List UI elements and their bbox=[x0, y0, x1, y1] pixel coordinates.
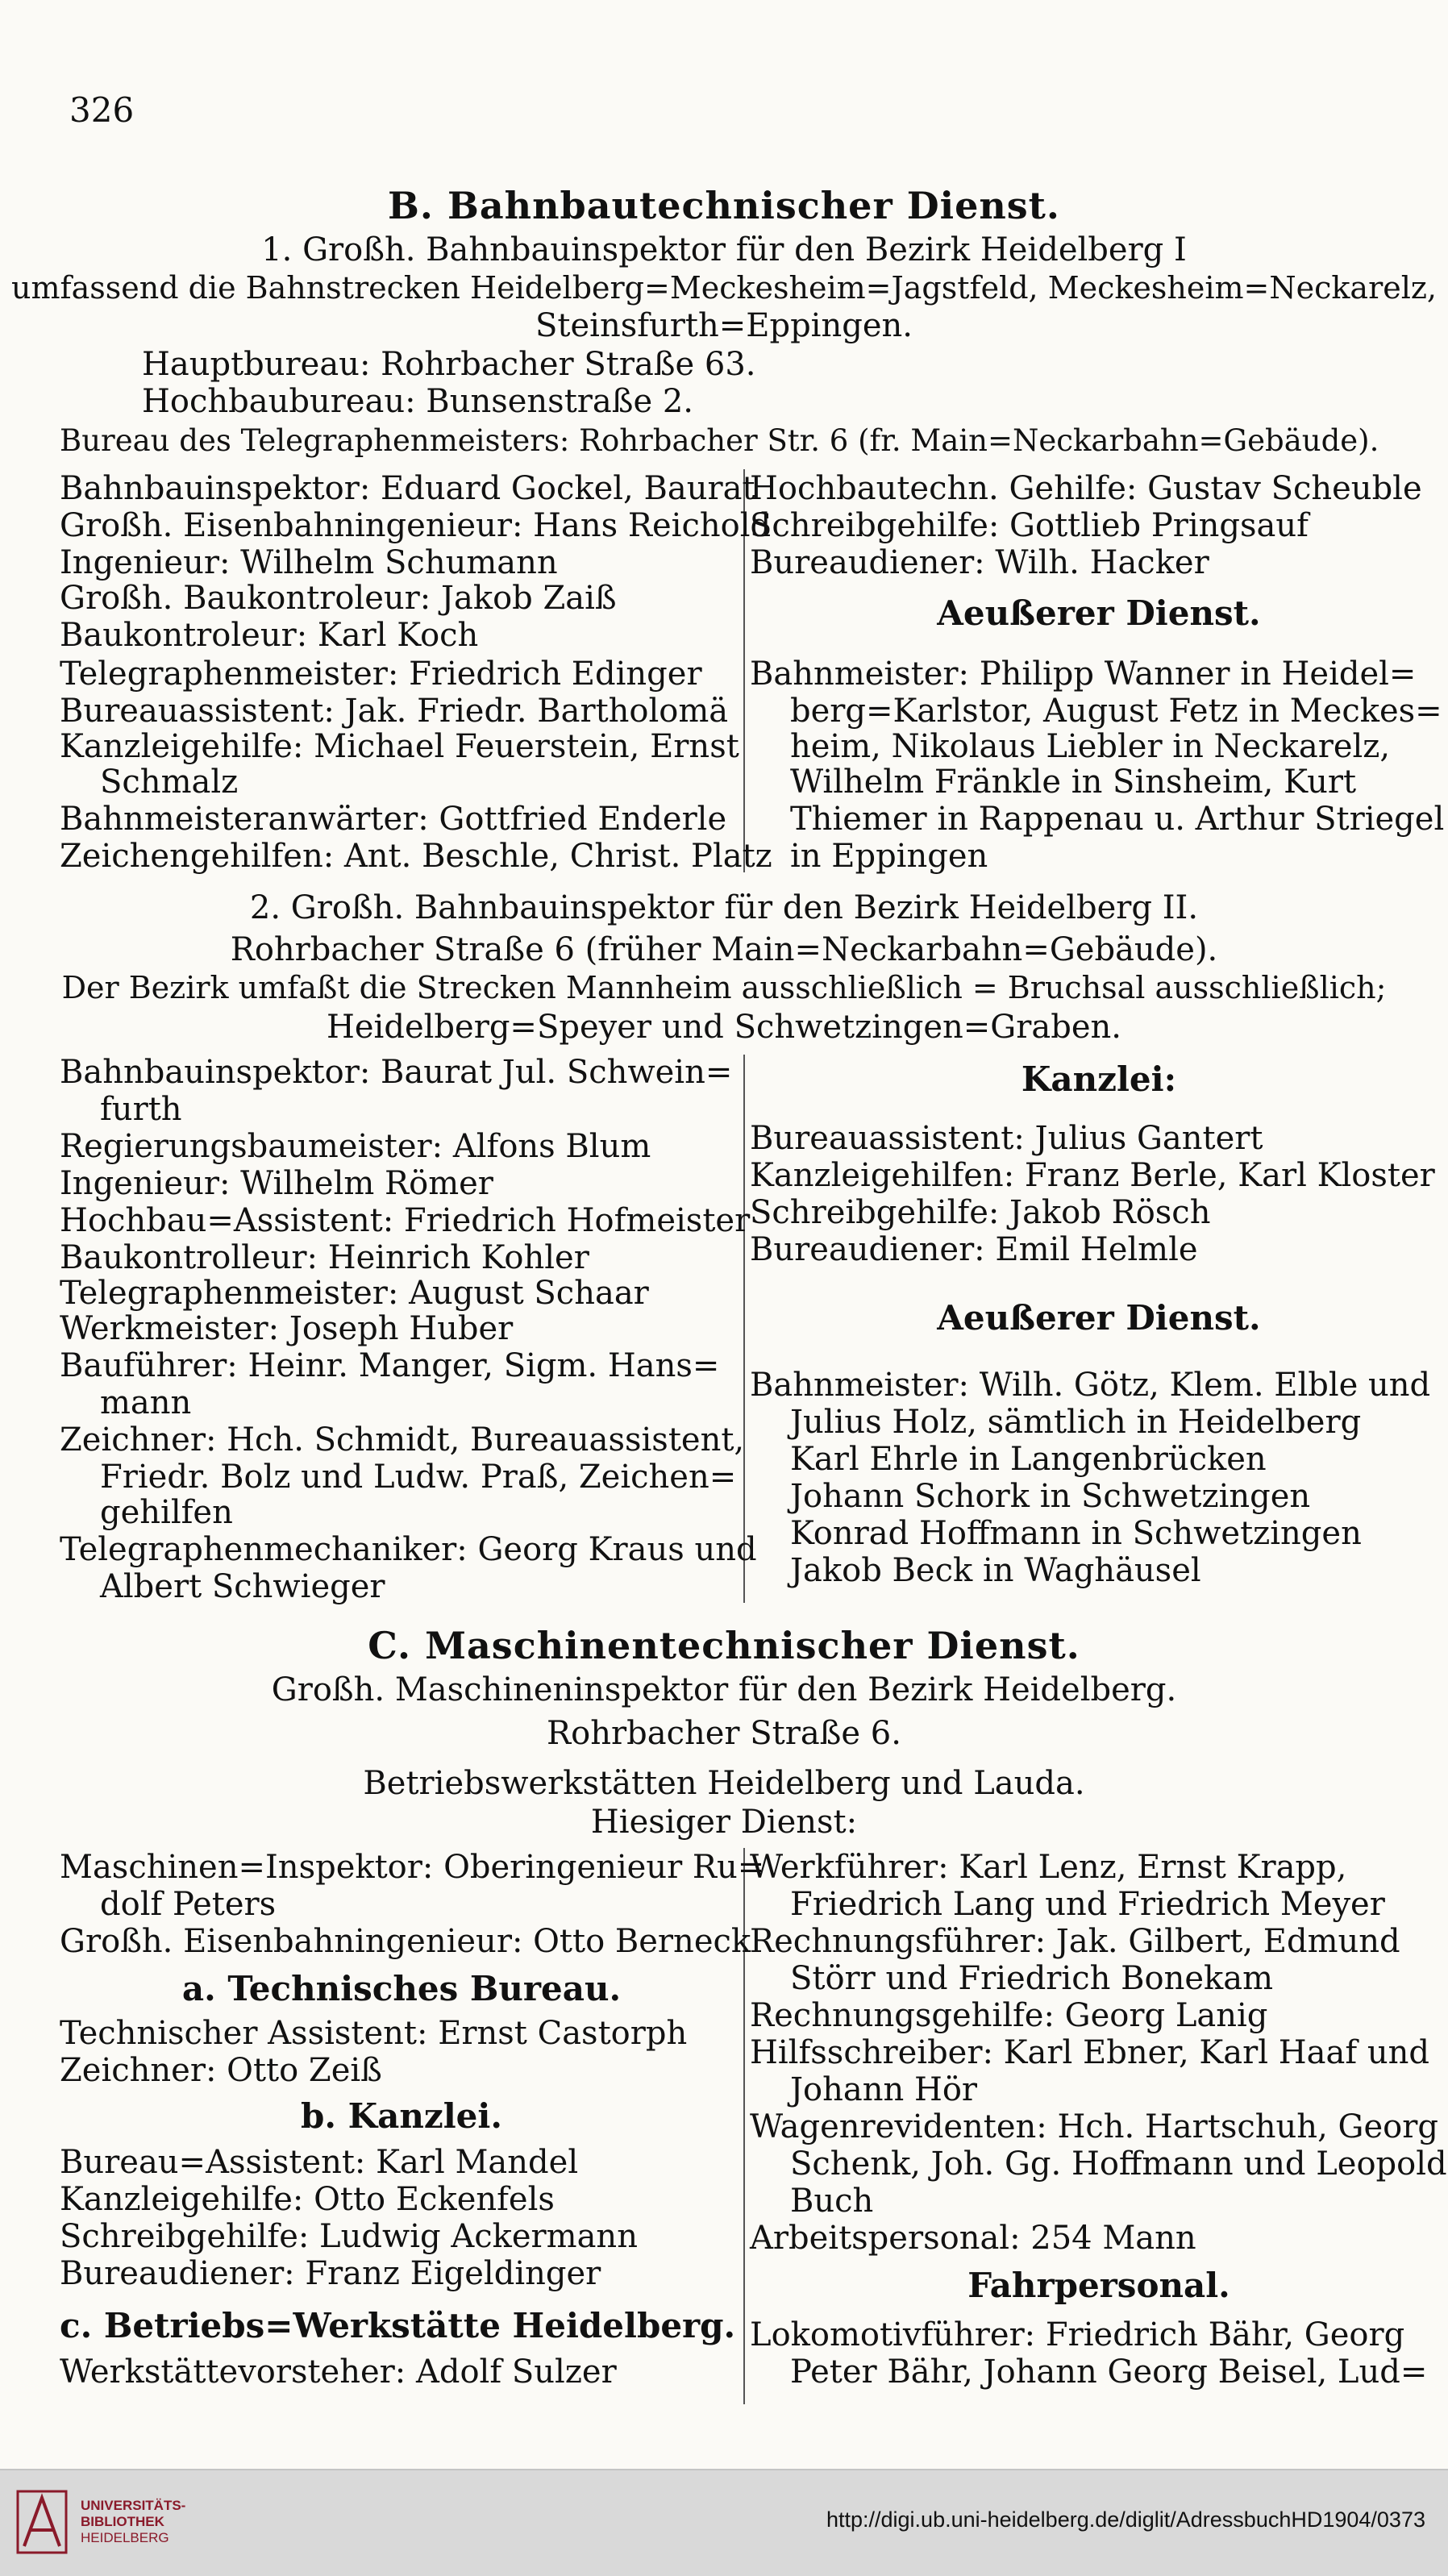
section-c-werkstaetten: Betriebswerkstätten Heidelberg und Lauda. bbox=[363, 1765, 1085, 1802]
section-b-sub1: 1. Großh. Bahnbauinspektor für den Bezirk Heidelberg I bbox=[261, 231, 1187, 268]
list-item: Wilhelm Fränkle in Sinsheim, Kurt bbox=[790, 764, 1357, 801]
list-item: dolf Peters bbox=[100, 1886, 277, 1923]
list-item: Bahnbauinspektor: Baurat Jul. Schwein= bbox=[60, 1054, 733, 1091]
logo-line: BIBLIOTHEK bbox=[81, 2514, 164, 2529]
list-item: Schmalz bbox=[100, 764, 239, 801]
list-item: Technischer Assistent: Ernst Castorph bbox=[60, 2015, 688, 2052]
list-item: Regierungsbaumeister: Alfons Blum bbox=[60, 1128, 651, 1165]
list-item: mann bbox=[100, 1384, 192, 1421]
list-item: Schreibgehilfe: Jakob Rösch bbox=[750, 1194, 1211, 1231]
list-item: Hochbautechn. Gehilfe: Gustav Scheuble bbox=[750, 470, 1422, 507]
list-item: Friedrich Lang und Friedrich Meyer bbox=[790, 1886, 1385, 1923]
list-item: Bahnmeister: Philipp Wanner in Heidel= bbox=[750, 655, 1417, 693]
column-divider bbox=[743, 1055, 745, 1603]
technisches-bureau-heading: a. Technisches Bureau. bbox=[181, 1969, 622, 2008]
list-item: Maschinen=Inspektor: Oberingenieur Ru= bbox=[60, 1849, 765, 1886]
list-item: Rechnungsführer: Jak. Gilbert, Edmund bbox=[750, 1923, 1400, 1960]
university-seal-icon bbox=[16, 2490, 68, 2554]
betriebs-werkstaette-heading: c. Betriebs=Werkstätte Heidelberg. bbox=[60, 2306, 736, 2345]
section-b-sub2: 2. Großh. Bahnbauinspektor für den Bezirk Heidelberg II. bbox=[249, 889, 1199, 926]
list-item: Buch bbox=[790, 2183, 874, 2220]
aeusserer-dienst-heading: Aeußerer Dienst. bbox=[937, 593, 1261, 633]
kanzlei-heading: Kanzlei: bbox=[1021, 1059, 1177, 1099]
list-item: furth bbox=[100, 1091, 182, 1128]
list-item: Konrad Hoffmann in Schwetzingen bbox=[790, 1515, 1362, 1552]
section-b-sub2-area1: Der Bezirk umfaßt die Strecken Mannheim ausschließlich = Bruchsal ausschließlich; bbox=[61, 970, 1387, 1005]
list-item: Großh. Eisenbahningenieur: Otto Berneck bbox=[60, 1923, 751, 1960]
list-item: Albert Schwieger bbox=[100, 1568, 385, 1605]
list-item: Baukontroleur: Karl Koch bbox=[60, 617, 479, 654]
list-item: Bureauassistent: Julius Gantert bbox=[750, 1120, 1263, 1157]
list-item: Werkmeister: Joseph Huber bbox=[60, 1310, 514, 1347]
list-item: Johann Hör bbox=[790, 2071, 978, 2108]
library-logo[interactable] bbox=[81, 2498, 185, 2546]
section-c-addr: Rohrbacher Straße 6. bbox=[547, 1715, 901, 1752]
section-c-hiesiger: Hiesiger Dienst: bbox=[590, 1804, 858, 1841]
list-item: berg=Karlstor, August Fetz in Meckes= bbox=[790, 693, 1442, 730]
list-item: heim, Nikolaus Liebler in Neckarelz, bbox=[790, 728, 1391, 765]
list-item: Kanzleigehilfen: Franz Berle, Karl Kloster bbox=[750, 1157, 1435, 1194]
list-item: Hochbau=Assistent: Friedrich Hofmeister bbox=[60, 1202, 751, 1239]
list-item: Bureau=Assistent: Karl Mandel bbox=[60, 2144, 579, 2181]
list-item: Bahnmeisteranwärter: Gottfried Enderle bbox=[60, 801, 727, 838]
list-item: gehilfen bbox=[100, 1494, 233, 1531]
hochbaubureau: Hochbaubureau: Bunsenstraße 2. bbox=[142, 383, 694, 420]
section-b-area-line2: Steinsfurth=Eppingen. bbox=[535, 307, 913, 344]
list-item: Zeichengehilfen: Ant. Beschle, Christ. Platz bbox=[60, 838, 772, 875]
list-item: Ingenieur: Wilhelm Schumann bbox=[60, 544, 558, 581]
list-item: Bahnbauinspektor: Eduard Gockel, Baurat bbox=[60, 470, 755, 507]
list-item: Kanzleigehilfe: Otto Eckenfels bbox=[60, 2181, 555, 2218]
list-item: Baukontrolleur: Heinrich Kohler bbox=[60, 1239, 589, 1276]
list-item: Bahnmeister: Wilh. Götz, Klem. Elble und bbox=[750, 1367, 1431, 1404]
list-item: Schreibgehilfe: Gottlieb Pringsauf bbox=[750, 507, 1309, 544]
list-item: Bureaudiener: Wilh. Hacker bbox=[750, 544, 1209, 581]
list-item: Schreibgehilfe: Ludwig Ackermann bbox=[60, 2218, 638, 2255]
fahrpersonal-heading: Fahrpersonal. bbox=[967, 2266, 1230, 2305]
aeusserer-dienst-heading: Aeußerer Dienst. bbox=[937, 1298, 1261, 1338]
list-item: Werkstättevorsteher: Adolf Sulzer bbox=[60, 2353, 617, 2391]
list-item: Ingenieur: Wilhelm Römer bbox=[60, 1165, 493, 1202]
list-item: Friedr. Bolz und Ludw. Praß, Zeichen= bbox=[100, 1459, 737, 1496]
viewer-footer-bar bbox=[0, 2469, 1448, 2576]
list-item: Wagenrevidenten: Hch. Hartschuh, Georg bbox=[750, 2108, 1438, 2145]
list-item: Lokomotivführer: Friedrich Bähr, Georg bbox=[750, 2316, 1405, 2353]
list-item: Werkführer: Karl Lenz, Ernst Krapp, bbox=[750, 1849, 1347, 1886]
section-c-sub: Großh. Maschineninspektor für den Bezirk Heidelberg. bbox=[271, 1671, 1177, 1708]
list-item: in Eppingen bbox=[790, 838, 988, 875]
list-item: Rechnungsgehilfe: Georg Lanig bbox=[750, 1997, 1268, 2034]
list-item: Thiemer in Rappenau u. Arthur Striegel bbox=[790, 801, 1445, 838]
list-item: Bureaudiener: Emil Helmle bbox=[750, 1231, 1198, 1268]
kanzlei-heading: b. Kanzlei. bbox=[301, 2096, 502, 2136]
list-item: Julius Holz, sämtlich in Heidelberg bbox=[790, 1404, 1362, 1441]
logo-line: HEIDELBERG bbox=[81, 2530, 169, 2545]
list-item: Kanzleigehilfe: Michael Feuerstein, Ernst bbox=[60, 728, 739, 765]
list-item: Bureaudiener: Franz Eigeldinger bbox=[60, 2255, 601, 2292]
list-item: Arbeitspersonal: 254 Mann bbox=[750, 2220, 1196, 2257]
list-item: Telegraphenmeister: Friedrich Edinger bbox=[60, 655, 702, 693]
list-item: Hilfsschreiber: Karl Ebner, Karl Haaf und bbox=[750, 2034, 1430, 2071]
logo-line: UNIVERSITÄTS- bbox=[81, 2498, 186, 2513]
list-item: Peter Bähr, Johann Georg Beisel, Lud= bbox=[790, 2353, 1428, 2391]
list-item: Telegraphenmechaniker: Georg Kraus und bbox=[60, 1531, 757, 1568]
section-b-area-line1: umfassend die Bahnstrecken Heidelberg=Meckesheim=Jagstfeld, Meckesheim=Neckarelz, bbox=[11, 270, 1437, 306]
permalink-url[interactable]: http://digi.ub.uni-heidelberg.de/diglit/AdressbuchHD1904/0373 bbox=[826, 2507, 1425, 2532]
hauptbureau: Hauptbureau: Rohrbacher Straße 63. bbox=[142, 346, 756, 383]
list-item: Zeichner: Otto Zeiß bbox=[60, 2052, 382, 2089]
list-item: Schenk, Joh. Gg. Hoffmann und Leopold bbox=[790, 2145, 1447, 2183]
list-item: Bauführer: Heinr. Manger, Sigm. Hans= bbox=[60, 1347, 720, 1384]
section-b-title: B. Bahnbautechnischer Dienst. bbox=[388, 184, 1060, 227]
telegraph-bureau: Bureau des Telegraphenmeisters: Rohrbacher Str. 6 (fr. Main=Neckarbahn=Gebäude). bbox=[60, 423, 1379, 458]
section-b-sub2-addr: Rohrbacher Straße 6 (früher Main=Neckarbahn=Gebäude). bbox=[230, 931, 1218, 968]
list-item: Zeichner: Hch. Schmidt, Bureauassistent, bbox=[60, 1421, 745, 1459]
list-item: Telegraphenmeister: August Schaar bbox=[60, 1275, 649, 1312]
list-item: Bureauassistent: Jak. Friedr. Bartholomä bbox=[60, 693, 729, 730]
list-item: Großh. Baukontroleur: Jakob Zaiß bbox=[60, 580, 617, 617]
section-c-title: C. Maschinentechnischer Dienst. bbox=[368, 1624, 1080, 1667]
list-item: Karl Ehrle in Langenbrücken bbox=[790, 1441, 1267, 1478]
list-item: Jakob Beck in Waghäusel bbox=[790, 1552, 1201, 1589]
section-b-sub2-area2: Heidelberg=Speyer und Schwetzingen=Graben. bbox=[327, 1009, 1121, 1046]
list-item: Johann Schork in Schwetzingen bbox=[790, 1478, 1311, 1515]
list-item: Störr und Friedrich Bonekam bbox=[790, 1960, 1274, 1997]
page-number: 326 bbox=[69, 90, 135, 130]
list-item: Großh. Eisenbahningenieur: Hans Reichold bbox=[60, 507, 772, 544]
